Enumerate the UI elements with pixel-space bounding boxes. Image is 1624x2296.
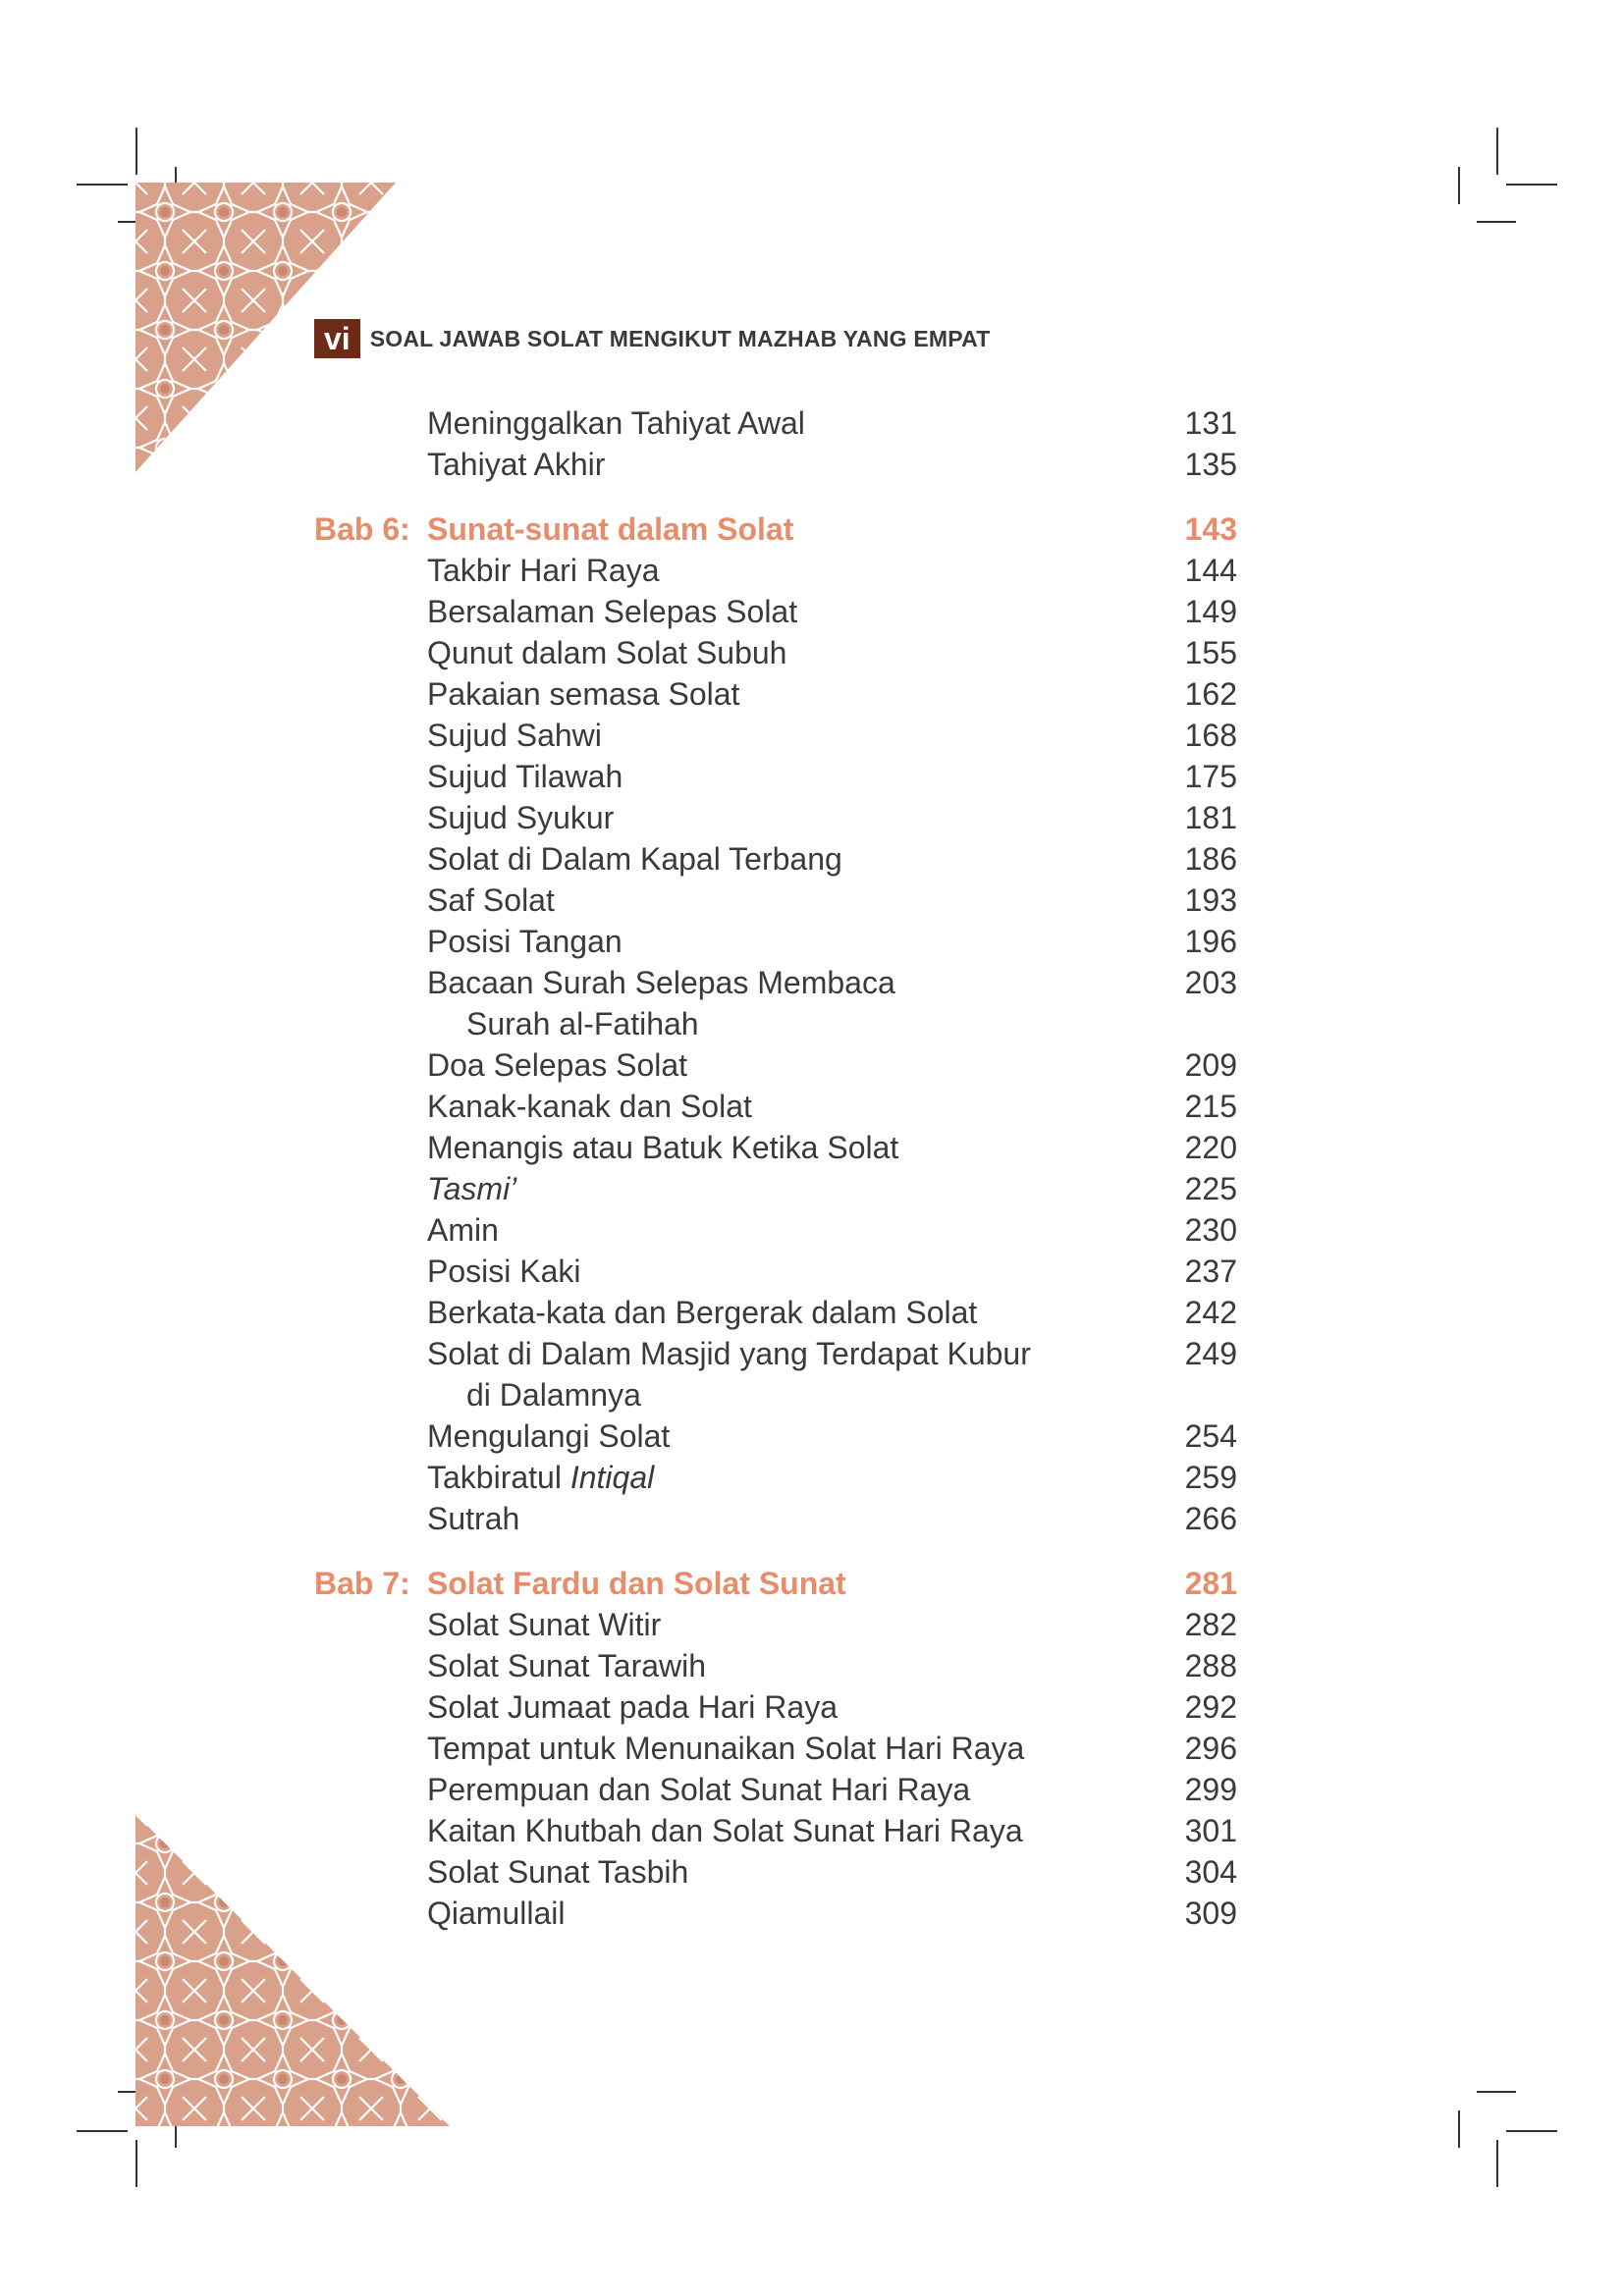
toc-entry-title: Tasmi’: [427, 1171, 517, 1206]
toc-entry-page: 193: [1184, 882, 1237, 918]
toc-entry-page: 282: [1184, 1607, 1237, 1642]
toc-entry[interactable]: [427, 1292, 1237, 1333]
toc-entry[interactable]: [427, 838, 1237, 880]
chapter-heading[interactable]: [314, 1563, 1237, 1604]
toc-entry[interactable]: [427, 1810, 1237, 1851]
toc-entry[interactable]: [427, 962, 1237, 1044]
toc-entry-title: Kanak-kanak dan Solat: [427, 1089, 752, 1124]
toc-entry-page: 168: [1184, 718, 1237, 753]
toc-entry-page: 220: [1184, 1130, 1237, 1165]
toc-entry[interactable]: [427, 1728, 1237, 1769]
toc-entry[interactable]: [427, 1769, 1237, 1810]
toc-entry-page: 288: [1184, 1648, 1237, 1683]
toc-entry-title: Doa Selepas Solat: [427, 1047, 688, 1083]
toc-entry-title: Takbir Hari Raya: [427, 553, 660, 588]
toc-entry-title: Takbiratul: [427, 1460, 562, 1495]
toc-entry[interactable]: [427, 797, 1237, 838]
toc-entry-title-continued: di Dalamnya: [466, 1377, 641, 1413]
chapter-heading[interactable]: [314, 508, 1237, 550]
toc-entry-title: Solat Sunat Witir: [427, 1607, 662, 1642]
toc-entry-title: Sujud Syukur: [427, 800, 615, 835]
toc-entry[interactable]: [427, 550, 1237, 591]
toc-entry-title: Qunut dalam Solat Subuh: [427, 635, 787, 670]
toc-entry-title: Posisi Kaki: [427, 1254, 581, 1289]
crop-mark: [135, 2140, 137, 2187]
toc-entry-title: Solat di Dalam Kapal Terbang: [427, 841, 842, 877]
toc-entry[interactable]: [427, 1168, 1237, 1209]
toc-entry-page: 237: [1184, 1254, 1237, 1289]
toc-entry[interactable]: [427, 1127, 1237, 1168]
toc-entry-title: Sutrah: [427, 1501, 520, 1536]
toc-entry-title: Qiamullail: [427, 1896, 566, 1931]
toc-entry-page: 230: [1184, 1212, 1237, 1248]
toc-entry-title: Mengulangi Solat: [427, 1418, 671, 1454]
toc-entry-page: 304: [1184, 1854, 1237, 1890]
toc-entry[interactable]: [427, 921, 1237, 962]
toc-entry[interactable]: [427, 1457, 1237, 1498]
toc-entry-title: Solat Jumaat pada Hari Raya: [427, 1689, 838, 1725]
toc-entry-page: 266: [1184, 1501, 1237, 1536]
crop-mark: [77, 2130, 128, 2132]
chapter-label: Bab 6:: [314, 511, 410, 547]
toc-entry[interactable]: [427, 1893, 1237, 1934]
crop-mark: [1506, 184, 1557, 186]
toc-entry-page: 225: [1184, 1171, 1237, 1206]
toc-entry-title: Tempat untuk Menunaikan Solat Hari Raya: [427, 1731, 1025, 1766]
book-title: SOAL JAWAB SOLAT MENGIKUT MAZHAB YANG EMPAT: [369, 325, 991, 351]
crop-mark: [1458, 167, 1460, 204]
crop-mark: [77, 184, 128, 186]
toc-entry[interactable]: [427, 673, 1237, 715]
toc-entry[interactable]: [427, 1851, 1237, 1893]
toc-entry[interactable]: [427, 444, 1237, 485]
toc-entry[interactable]: [427, 402, 1237, 444]
toc-entry[interactable]: [427, 880, 1237, 921]
toc-entry-page: 249: [1184, 1336, 1237, 1371]
toc-entry-page: 175: [1184, 759, 1237, 794]
chapter-page: 281: [1184, 1566, 1237, 1601]
toc-entry[interactable]: [427, 1604, 1237, 1645]
toc-entry-page: 296: [1184, 1731, 1237, 1766]
toc-entry-page: 203: [1184, 965, 1237, 1000]
crop-mark: [1506, 2130, 1557, 2132]
toc-entry-title: Sujud Tilawah: [427, 759, 623, 794]
toc-entry-page: 259: [1184, 1460, 1237, 1495]
toc-entry-title: Amin: [427, 1212, 499, 1248]
toc-entry-page: 131: [1184, 405, 1237, 441]
toc-entry-title: Bacaan Surah Selepas Membaca: [427, 965, 895, 1000]
toc-entry-title: Bersalaman Selepas Solat: [427, 594, 798, 629]
page-number-badge: vi: [314, 319, 360, 358]
toc-entry[interactable]: [427, 1209, 1237, 1251]
toc-entry-title: Saf Solat: [427, 882, 555, 918]
chapter-title: Sunat-sunat dalam Solat: [427, 511, 794, 547]
toc-entry[interactable]: [427, 1333, 1237, 1415]
toc-entry-title-continued: Surah al-Fatihah: [466, 1006, 699, 1041]
toc-entry-page: 215: [1184, 1089, 1237, 1124]
toc-entry-page: 149: [1184, 594, 1237, 629]
toc-entry[interactable]: [427, 1498, 1237, 1539]
toc-entry-title: Menangis atau Batuk Ketika Solat: [427, 1130, 899, 1165]
toc-entry-page: 144: [1184, 553, 1237, 588]
crop-mark: [1477, 2091, 1516, 2093]
toc-entry-title: Solat di Dalam Masjid yang Terdapat Kubur: [427, 1336, 1031, 1371]
toc-entry-title: Pakaian semasa Solat: [427, 676, 740, 712]
toc-entry[interactable]: [427, 1251, 1237, 1292]
toc-entry[interactable]: [427, 1086, 1237, 1127]
crop-mark: [1458, 2110, 1460, 2148]
corner-ornament-bottom: [135, 1814, 455, 2130]
toc-entry-page: 135: [1184, 447, 1237, 482]
toc-entry-page: 181: [1184, 800, 1237, 835]
toc-entry-page: 309: [1184, 1896, 1237, 1931]
toc-entry[interactable]: [427, 632, 1237, 673]
toc-entry-title: Sujud Sahwi: [427, 718, 602, 753]
toc-entry-title: Tahiyat Akhir: [427, 447, 606, 482]
toc-entry-title: Perempuan dan Solat Sunat Hari Raya: [427, 1772, 971, 1807]
toc-entry[interactable]: [427, 756, 1237, 797]
toc-entry-title-italic: Intiqal: [569, 1460, 655, 1495]
toc-entry-page: 186: [1184, 841, 1237, 877]
toc-entry[interactable]: [427, 1044, 1237, 1086]
toc-entry-title: Berkata-kata dan Bergerak dalam Solat: [427, 1295, 978, 1330]
toc-entry-title: Solat Sunat Tarawih: [427, 1648, 707, 1683]
toc-entry-title: Posisi Tangan: [427, 924, 623, 959]
toc-entry-page: 196: [1184, 924, 1237, 959]
running-header: [314, 319, 990, 358]
toc-entry-page: 292: [1184, 1689, 1237, 1725]
toc-entry[interactable]: [427, 1645, 1237, 1686]
toc-entry-title: Kaitan Khutbah dan Solat Sunat Hari Raya: [427, 1813, 1023, 1848]
toc-entry-page: 162: [1184, 676, 1237, 712]
toc-entry-page: 254: [1184, 1418, 1237, 1454]
toc-entry-title: Solat Sunat Tasbih: [427, 1854, 689, 1890]
toc-entry[interactable]: [427, 715, 1237, 756]
chapter-title: Solat Fardu dan Solat Sunat: [427, 1566, 846, 1601]
chapter-label: Bab 7:: [314, 1566, 410, 1601]
crop-mark: [1477, 221, 1516, 223]
toc-entry-page: 155: [1184, 635, 1237, 670]
crop-mark: [135, 128, 137, 175]
toc-entry[interactable]: [427, 1686, 1237, 1728]
toc-entry-page: 301: [1184, 1813, 1237, 1848]
crop-mark: [1496, 2140, 1498, 2187]
toc-entry-page: 299: [1184, 1772, 1237, 1807]
crop-mark: [1496, 128, 1498, 175]
toc-entry-title: Meninggalkan Tahiyat Awal: [427, 405, 805, 441]
chapter-page: 143: [1184, 511, 1237, 547]
toc-entry[interactable]: [427, 591, 1237, 632]
toc-entry-page: 209: [1184, 1047, 1237, 1083]
toc-entry-page: 242: [1184, 1295, 1237, 1330]
toc-entry[interactable]: [427, 1415, 1237, 1457]
